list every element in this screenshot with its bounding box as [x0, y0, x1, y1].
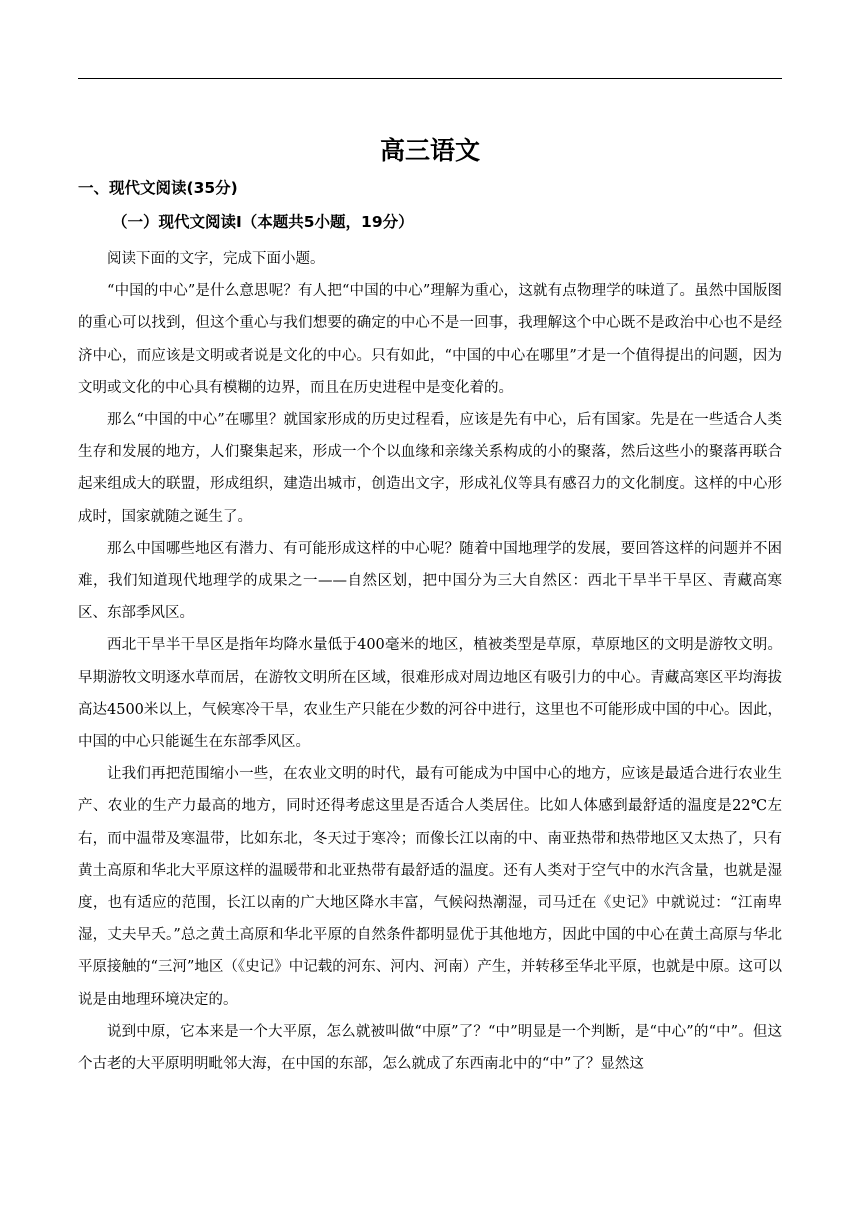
section-heading: 一、现代文阅读(35分) [78, 179, 238, 197]
passage-paragraph-6: 说到中原，它本来是一个大平原，怎么就被叫做“中原”了？“中”明显是一个判断，是“中心”的“中”。但这个古老的大平原明明毗邻大海，在中国的东部，怎么就成了东西南北中的“中”了？显然这 [78, 1023, 782, 1073]
passage-paragraph-1: “中国的中心”是什么意思呢？有人把“中国的中心”理解为重心，这就有点物理学的味道了。虽然中国版图的重心可以找到，但这个重心与我们想要的确定的中心不是一回事，我理解这个中心既不是政治中心也不是经济中心，而应该是文明或者说是文化的中心。只有如此，“中国的中心在哪里”才是一个值得提出的问题，因为文明或文化的中心具有模糊的边界，而且在历史进程中是变化着的。 [78, 283, 782, 396]
passage-paragraph-3: 那么中国哪些地区有潜力、有可能形成这样的中心呢？随着中国地理学的发展，要回答这样的问题并不困难，我们知道现代地理学的成果之一——自然区划，把中国分为三大自然区：西北干旱半干旱区、青藏高寒区、东部季风区。 [78, 540, 782, 622]
passage-paragraph-5: 让我们再把范围缩小一些，在农业文明的时代，最有可能成为中国中心的地方，应该是最适合进行农业生产、农业的生产力最高的地方，同时还得考虑这里是否适合人类居住。比如人体感到最舒适的温度是22℃左右，而中温带及寒温带，比如东北，冬天过于寒冷；而像长江以南的中、南亚热带和热带地区又太热了，只有黄土高原和华北大平原这样的温暖带和北亚热带有最舒适的温度。还有人类对于空气中的水汽含量，也就是湿度，也有适应的范围，长江以南的广大地区降水丰富，气候闷热潮湿，司马迁在《史记》中就说过：“江南卑湿，丈夫早夭。”总之黄土高原和华北平原的自然条件都明显优于其他地方，因此中国的中心在黄土高原与华北平原接触的“三河”地区（《史记》中记载的河东、河内、河南）产生，并转移至华北平原，也就是中原。这可以说是由地理环境决定的。 [78, 766, 782, 1008]
header-rule [78, 78, 782, 79]
instruction-paragraph: 阅读下面的文字，完成下面小题。 [107, 251, 325, 267]
subsection-heading: （一）现代文阅读Ⅰ（本题共5小题，19分） [112, 213, 414, 231]
passage-paragraph-4: 西北干旱半干旱区是指年均降水量低于400毫米的地区，植被类型是草原，草原地区的文明是游牧文明。早期游牧文明逐水草而居，在游牧文明所在区域，很难形成对周边地区有吸引力的中心。青藏高寒区平均海拔高达4500米以上，气候寒冷干旱，农业生产只能在少数的河谷中进行，这里也不可能形成中国的中心。因此，中国的中心只能诞生在东部季风区。 [78, 637, 782, 751]
page-title: 高三语文 [379, 136, 480, 165]
passage-paragraph-2: 那么“中国的中心”在哪里？就国家形成的历史过程看，应该是先有中心，后有国家。先是在一些适合人类生存和发展的地方，人们聚集起来，形成一个个以血缘和亲缘关系构成的小的聚落，然后这些小的聚落再联合起来组成大的联盟，形成组织，建造出城市，创造出文字，形成礼仪等具有感召力的文化制度。这样的中心形成时，国家就随之诞生了。 [78, 412, 782, 525]
reading-passage [78, 243, 782, 1080]
